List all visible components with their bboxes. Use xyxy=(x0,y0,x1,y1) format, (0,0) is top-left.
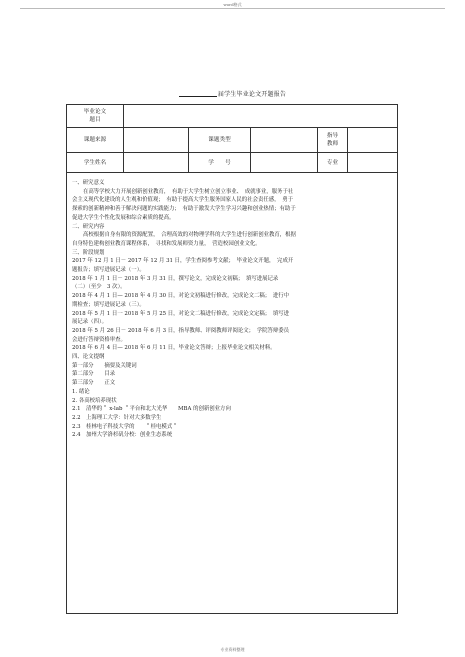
outline-item: 2.4 加州大学洛杉矶分校：创业生态系统 xyxy=(72,432,173,439)
header-divider xyxy=(20,8,445,9)
advisor-label xyxy=(318,128,348,153)
body-line: 自身特色建构创业教育课程体系， 寻找和发展师资力量， 营造校园创业文化。 xyxy=(72,240,261,247)
topic-source-field[interactable] xyxy=(124,128,189,153)
section-heading-significance: 一、研究意义 xyxy=(72,180,105,186)
topic-source-label: 课题来源 xyxy=(67,128,124,153)
outline-item: 第三部分 正文 xyxy=(72,380,116,387)
major-label: 专业 xyxy=(318,153,348,173)
body-line: 在高等学校大力开展创新创业教育， 有助于大学生树立创立事业、 成就事业，服务于社 xyxy=(83,188,294,195)
outline-item: 2.1 清华的＂ x-lab ＂平台和北大光华 MBA 的创新创业方向 xyxy=(72,406,231,413)
student-id-label: 学 号 xyxy=(189,153,251,173)
body-line: 会主义现代化建设的人生观和价值观； 有助于提高大学生服务国家人民的社会责任感， 勇于 xyxy=(72,197,294,204)
student-info-row xyxy=(67,153,398,173)
schedule-line: 2017 年 12 月 1 日－ 2017 年 12 月 31 日，学生查阅参考文献； 毕业论文开题， 完成开 xyxy=(72,258,294,265)
thesis-title-label-line1: 毕业论文 xyxy=(83,109,107,115)
report-title-text: 届学生毕业论文开题报告 xyxy=(217,91,287,98)
report-body-content xyxy=(67,173,397,440)
advisor-label-line2: 教师 xyxy=(326,141,339,147)
advisor-label-line1: 指导 xyxy=(326,133,339,139)
schedule-line: 2018 年 4 月 1 日— 2018 年 4 月 30 日，对论文初稿进行修改，完成论文二稿； 进行中 xyxy=(72,293,290,300)
schedule-line: 展记录（四）。 xyxy=(72,319,108,326)
report-body-cell xyxy=(67,173,398,614)
thesis-title-field[interactable] xyxy=(124,105,398,128)
schedule-line: 2018 年 1 月 1 日－ 2018 年 3 月 31 日，撰写论文，完成论文初稿； 填写进展记录 xyxy=(72,275,279,282)
student-id-field[interactable] xyxy=(251,153,318,173)
schedule-line: 期检查；填写进展记录（三）。 xyxy=(72,301,145,308)
session-year-blank xyxy=(179,96,217,97)
topic-type-label: 课题类型 xyxy=(189,128,251,153)
outline-item: 2. 各高校培养现状 xyxy=(72,397,117,404)
body-line: 促进大学生个性化发展和综合素质的提高。 xyxy=(72,214,175,221)
thesis-title-label-line2: 题目 xyxy=(89,117,101,123)
schedule-line: （二）（至少 3 次）。 xyxy=(72,284,126,291)
report-title xyxy=(0,89,465,98)
outline-item: 2.2 上海理工大学：针对大多数学生 xyxy=(72,414,162,421)
outline-item: 第一部分 摘要及关键词 xyxy=(72,362,137,369)
schedule-line: 2018 年 5 月 1 日一 2018 年 5 月 25 日，对论文二稿进行修改，完成论文定稿； 填写进 xyxy=(72,310,290,317)
outline-item: 1. 绪论 xyxy=(72,388,90,395)
student-name-field[interactable] xyxy=(124,153,189,173)
student-name-label: 学生姓名 xyxy=(67,153,124,173)
body-line: 高校根据自身有限的资源配置， 合理高效的对物理学科的大学生进行创新创业教育，根据 xyxy=(83,232,296,239)
thesis-title-label xyxy=(67,105,124,128)
report-body-row xyxy=(67,173,398,614)
outline-item: 2.3 桂林电子科技大学的 ＂桂电模式＂ xyxy=(72,423,178,430)
schedule-line: 会进行答辩资格审查。 xyxy=(72,336,126,343)
major-field[interactable] xyxy=(348,153,398,173)
page-header: word格式 xyxy=(223,2,242,7)
advisor-field[interactable] xyxy=(348,128,398,153)
source-type-advisor-row xyxy=(67,128,398,153)
schedule-line: 2018 年 5 月 26 日－ 2018 年 6 月 3 日，指导教师、评阅教师评阅论文； 学院答辩委员 xyxy=(72,327,290,334)
thesis-title-row xyxy=(67,105,398,128)
schedule-line: 2018 年 6 月 4 日— 2018 年 6 月 11 日，毕业论文答辩；上报毕业论文相关材料。 xyxy=(72,345,276,352)
topic-type-field[interactable] xyxy=(251,128,318,153)
section-heading-outline: 四、论文提纲 xyxy=(72,354,105,361)
section-heading-schedule: 三、阶段规划 xyxy=(72,249,105,256)
report-form-table xyxy=(66,104,398,614)
body-line: 探索的创新精神和善于解决问题的实践能力； 有助于激发大学生学习兴趣和创业热情；有助于 xyxy=(72,206,296,213)
outline-item: 第二部分 目录 xyxy=(72,371,116,378)
schedule-line: 题报告；填写进展记录（一）。 xyxy=(72,267,145,274)
section-heading-content: 二、研究内容 xyxy=(72,223,105,230)
page-footer: 专业资料整理 xyxy=(220,647,245,652)
